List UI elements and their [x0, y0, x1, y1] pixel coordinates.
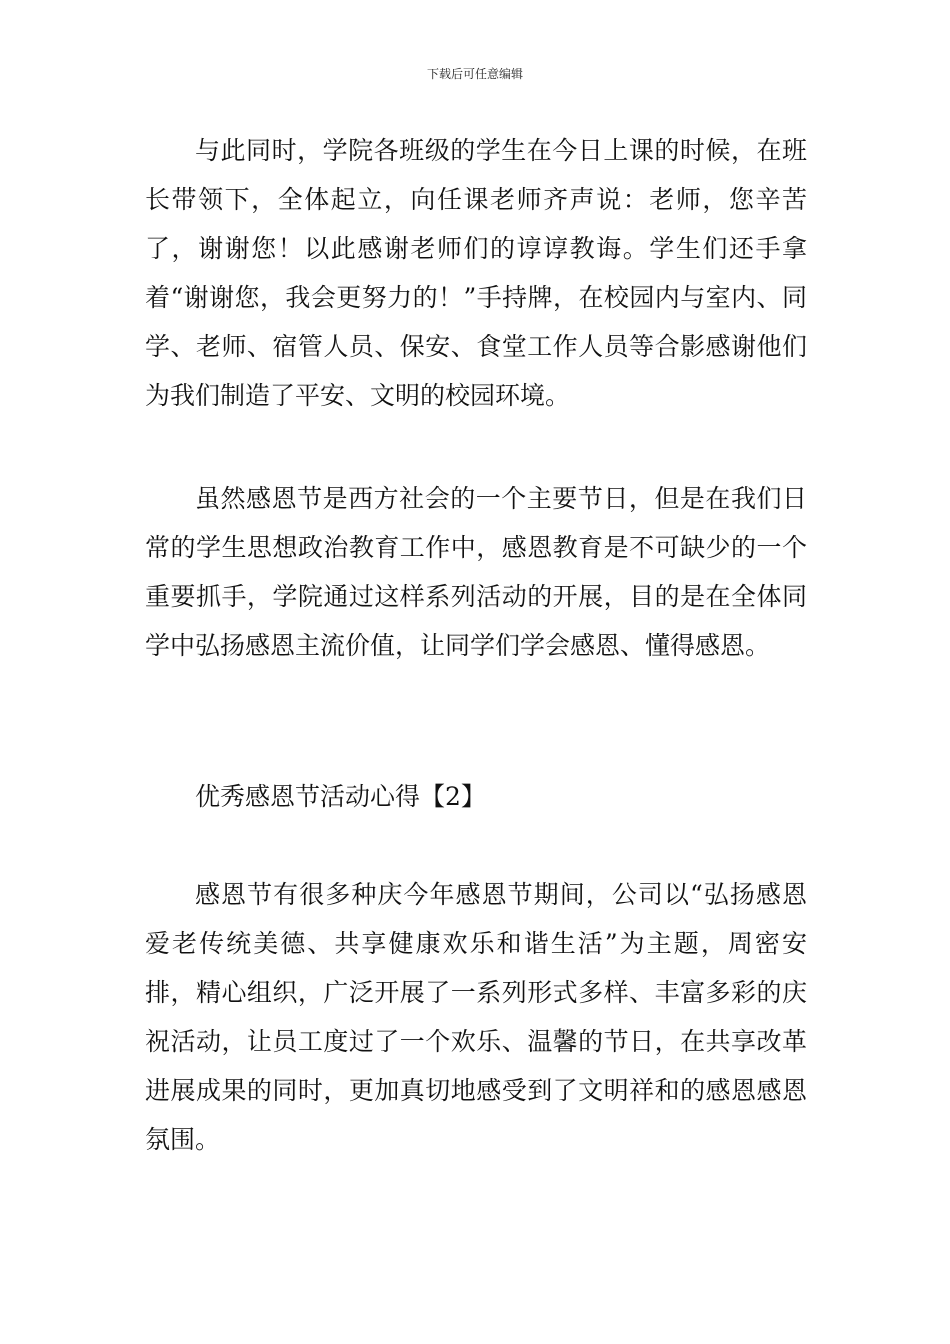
- paragraph-company-activities: 感恩节有很多种庆今年感恩节期间，公司以“弘扬感恩爱老传统美德、共享健康欢乐和谐生活”为主题，周密安排，精心组织，广泛开展了一系列形式多样、丰富多彩的庆祝活动，让员工度过了一个欢乐、温馨的节日，在共享改革进展成果的同时，更加真切地感受到了文明祥和的感恩感恩氛围。: [145, 880, 807, 1154]
- paragraph-gratitude-education: 虽然感恩节是西方社会的一个主要节日，但是在我们日常的学生思想政治教育工作中，感恩教育是不可缺少的一个重要抓手，学院通过这样系列活动的开展，目的是在全体同学中弘扬感恩主流价值，让同学们学会感恩、懂得感恩。: [145, 484, 807, 660]
- paragraph-thanks-teachers: 与此同时，学院各班级的学生在今日上课的时候，在班长带领下，全体起立，向任课老师齐声说：老师，您辛苦了，谢谢您！以此感谢老师们的谆谆教诲。学生们还手拿着“谢谢您，我会更努力的！”手持牌，在校园内与室内、同学、老师、宿管人员、保安、食堂工作人员等合影感谢他们为我们制造了平安、文明的校园环境。: [145, 136, 807, 410]
- section-heading: 优秀感恩节活动心得【2】: [195, 782, 486, 811]
- header-note: 下载后可任意编辑: [426, 67, 523, 81]
